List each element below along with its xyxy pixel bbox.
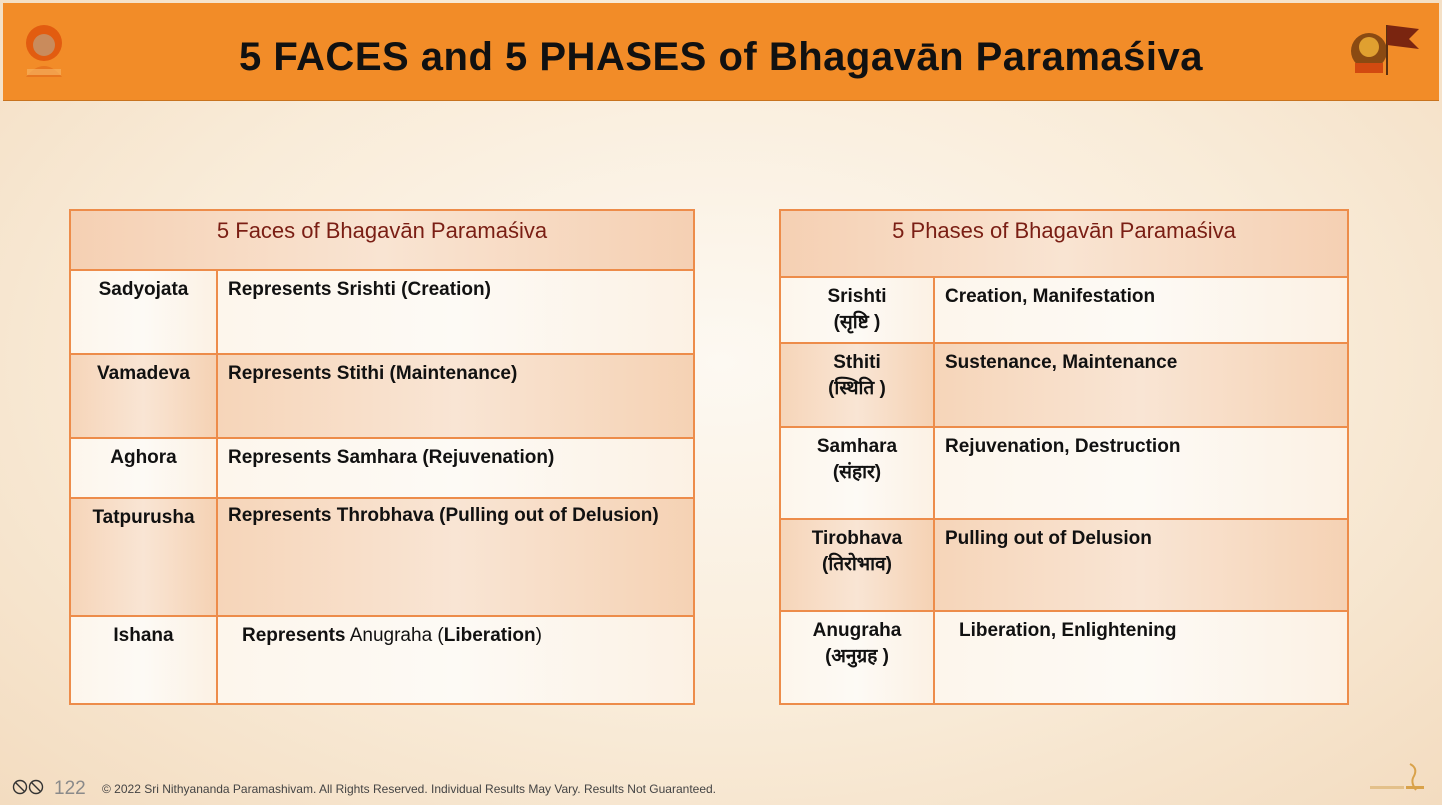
face-name: Aghora bbox=[70, 438, 217, 498]
phase-sanskrit: (सृष्टि ) bbox=[833, 312, 881, 333]
table-row bbox=[70, 270, 694, 354]
face-name: Sadyojata bbox=[70, 270, 217, 354]
faces-table-heading: 5 Faces of Bhagavān Paramaśiva bbox=[70, 210, 694, 270]
table-row bbox=[780, 343, 1348, 427]
page-title: 5 FACES and 5 PHASES of Bhagavān Paramaśiva bbox=[238, 35, 1204, 79]
desc-pre: Represents bbox=[242, 625, 346, 646]
phase-name-cell bbox=[780, 519, 934, 611]
face-description: Represents Throbhava (Pulling out of Delusion) bbox=[217, 498, 694, 616]
face-description: Represents Srishti (Creation) bbox=[217, 270, 694, 354]
phase-name-cell bbox=[780, 611, 934, 704]
phase-name: Sthiti bbox=[833, 352, 881, 373]
creative-commons-icon bbox=[12, 779, 46, 795]
face-name: Tatpurusha bbox=[70, 498, 217, 616]
desc-bold: Liberation bbox=[443, 625, 536, 646]
phase-name: Tirobhava bbox=[811, 528, 903, 549]
phase-name-cell bbox=[780, 343, 934, 427]
table-row bbox=[780, 519, 1348, 611]
faces-table bbox=[69, 209, 695, 705]
phase-name: Srishti bbox=[827, 286, 887, 307]
face-description: Represents Samhara (Rejuvenation) bbox=[217, 438, 694, 498]
table-row bbox=[70, 354, 694, 438]
phase-description: Rejuvenation, Destruction bbox=[934, 427, 1348, 519]
phase-description: Creation, Manifestation bbox=[934, 277, 1348, 343]
table-row bbox=[70, 438, 694, 498]
phase-description: Sustenance, Maintenance bbox=[934, 343, 1348, 427]
desc-post: ) bbox=[535, 625, 542, 646]
copyright-text: © 2022 Sri Nithyananda Paramashivam. All Rights Reserved. Individual Results May Vary. Results Not Guaranteed. bbox=[102, 782, 717, 796]
face-description: Represents Stithi (Maintenance) bbox=[217, 354, 694, 438]
phase-description: Pulling out of Delusion bbox=[934, 519, 1348, 611]
phase-description: Liberation, Enlightening bbox=[934, 611, 1348, 704]
phase-name-cell bbox=[780, 427, 934, 519]
phase-sanskrit: (तिरोभाव) bbox=[822, 554, 892, 575]
phase-sanskrit: (अनुग्रह ) bbox=[825, 646, 889, 667]
title-bar bbox=[3, 3, 1439, 101]
deity-flag-logo bbox=[1349, 19, 1421, 77]
table-row bbox=[70, 498, 694, 616]
phases-table bbox=[779, 209, 1349, 705]
phase-name: Anugraha bbox=[812, 620, 902, 641]
kailasa-logo bbox=[1366, 760, 1428, 796]
table-row bbox=[780, 611, 1348, 704]
phase-sanskrit: (संहार) bbox=[832, 462, 882, 483]
page-number: 122 bbox=[54, 778, 86, 799]
table-row bbox=[780, 277, 1348, 343]
desc-mid: Anugraha ( bbox=[345, 625, 444, 646]
phases-table-heading: 5 Phases of Bhagavān Paramaśiva bbox=[780, 210, 1348, 277]
phase-name-cell bbox=[780, 277, 934, 343]
phase-sanskrit: (स्थिति ) bbox=[828, 378, 886, 399]
face-name: Vamadeva bbox=[70, 354, 217, 438]
phase-name: Samhara bbox=[816, 436, 898, 457]
table-row bbox=[780, 427, 1348, 519]
face-name: Ishana bbox=[70, 616, 217, 704]
face-description bbox=[217, 616, 694, 704]
table-row bbox=[70, 616, 694, 704]
